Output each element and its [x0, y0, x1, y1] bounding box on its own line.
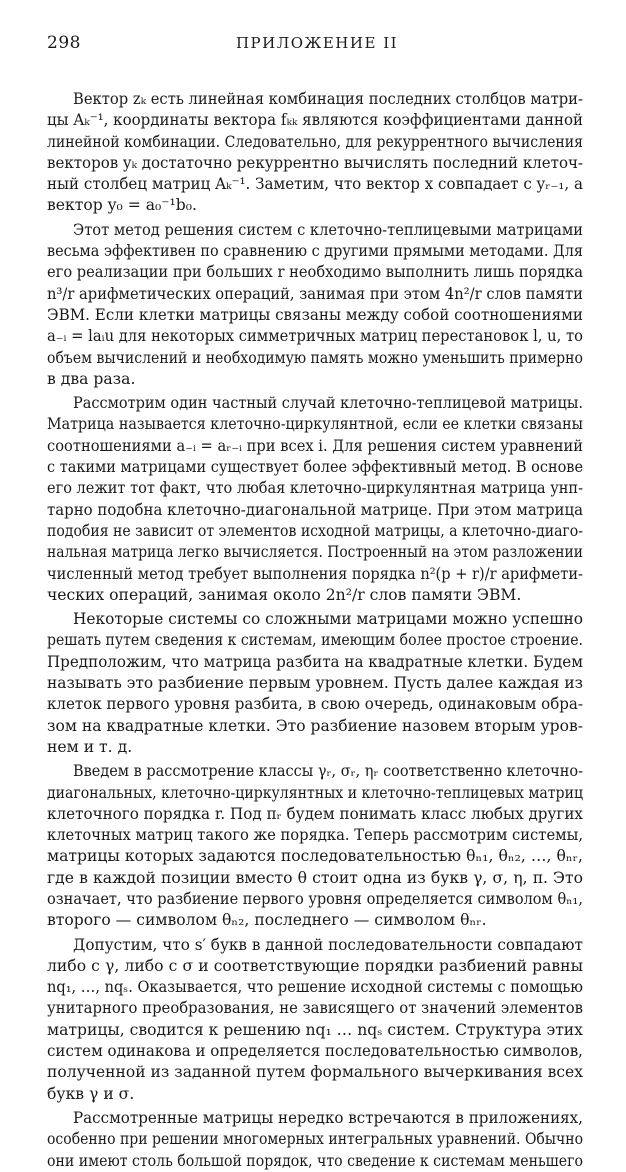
text-line: матрицы которых задаются последовательностью θₙ₁, θₙ₂, …, θₙᵣ,	[47, 847, 583, 866]
text-line: диагональных, клеточно-циркулянтных и клеточно-теплицевых матриц	[47, 783, 583, 802]
text-line: полученной из заданной путем формального вычеркивания всех	[47, 1063, 584, 1082]
text-line: ный столбец матриц Aₖ⁻¹. Заметим, что вектор x совпадает с yᵣ₋₁, а	[47, 175, 584, 194]
text-line: решать путем сведения к системам, имеющим более простое строение.	[47, 631, 583, 650]
text-line: весьма эффективен по сравнению с другими прямыми методами. Для	[47, 242, 583, 261]
text-line: цы Aₖ⁻¹, координаты вектора fₖₖ являются коэффициентами данной	[47, 111, 584, 130]
text-line: либо с γ, либо с σ и соответствующие порядки разбиений равны	[47, 956, 583, 975]
text-line: его лежит тот факт, что любая клеточно-циркулянтная матрица унп-	[47, 479, 584, 498]
paragraph	[47, 89, 583, 217]
text-line: клеточных матриц такого же порядка. Теперь рассмотрим системы,	[47, 826, 584, 845]
page-number: 298	[47, 33, 81, 53]
text-line: Вектор zₖ есть линейная комбинация последних столбцов матри-	[73, 90, 583, 108]
text-line: нем и т. д.	[47, 737, 133, 756]
text-line: Введем в рассмотрение классы γᵣ, σᵣ, ηᵣ соответственно клеточно-	[73, 762, 583, 781]
text-line: в два раза.	[47, 369, 136, 388]
page-header	[47, 33, 587, 57]
running-title: ПРИЛОЖЕНИЕ II	[235, 34, 399, 52]
text-line: унитарного преобразования, не зависящего от значений элементов	[47, 999, 583, 1018]
text-line: ческих операций, занимая около 2n²/r слов памяти ЭВМ.	[47, 585, 522, 604]
text-line: Этот метод решения систем с клеточно-теплицевыми матрицами	[73, 220, 584, 239]
text-line: матрицы, сводится к решению nq₁ … nqₛ систем. Структура этих	[47, 1020, 583, 1039]
text-line: ЭВМ. Если клетки матрицы связаны между собой соотношениями	[47, 305, 584, 324]
text-line: клеточного порядка r. Под πᵣ будем понимать класс любых других	[47, 804, 583, 823]
text-line: зом на квадратные клетки. Это разбиение назовем вторым уров-	[47, 716, 583, 735]
text-line: систем одинакова и определяется последовательностью символов,	[47, 1042, 583, 1061]
text-line: численный метод требует выполнения порядка n²(p + r)/r арифмети-	[47, 564, 583, 583]
text-line: его реализации при больших r необходимо выполнить лишь порядка	[47, 263, 583, 282]
paragraph	[47, 609, 583, 758]
paragraph	[47, 761, 583, 931]
text-line: Допустим, что s′ букв в данной последовательности совпадают	[73, 935, 583, 954]
text-line: подобия не зависит от элементов исходной матрицы, а клеточно-диаго-	[47, 521, 583, 540]
paragraph	[47, 1108, 583, 1172]
body-text	[47, 89, 583, 1172]
text-line: Рассмотренные матрицы нередко встречаются в приложениях,	[73, 1108, 583, 1127]
text-line: особенно при решении многомерных интегральных уравнений. Обычно	[47, 1130, 584, 1149]
text-line: где в каждой позиции вместо θ стоит одна из букв γ, σ, η, π. Это	[47, 868, 583, 887]
text-line: с такими матрицами существует более эффективный метод. В основе	[47, 458, 584, 477]
text-line: Некоторые системы со сложными матрицами можно успешно	[73, 610, 584, 629]
text-line: вектор y₀ = a₀⁻¹b₀.	[47, 196, 197, 215]
paragraph	[47, 393, 583, 606]
text-line: Рассмотрим один частный случай клеточно-теплицевой матрицы.	[73, 394, 583, 413]
text-line: тарно подобна клеточно-диагональной матрице. При этом матрица	[47, 500, 583, 519]
paragraph	[47, 220, 583, 390]
text-line: букв γ и σ.	[47, 1084, 135, 1103]
text-line: нальная матрица легко вычисляется. Построенный на этом разложении	[47, 543, 584, 562]
text-line: называть это разбиение первым уровнем. Пусть далее каждая из	[47, 674, 583, 693]
text-line: a₋ᵢ = laᵢu для некоторых симметричных матриц перестановок l, u, то	[47, 327, 583, 346]
text-line: клеток первого уровня разбита, в свою очередь, одинаковым обра-	[47, 695, 583, 714]
text-line: объем вычислений и необходимую память можно уменьшить примерно	[47, 348, 583, 367]
text-line: векторов yₖ достаточно рекуррентно вычислять последний клеточ-	[47, 153, 584, 172]
text-line: Предположим, что матрица разбита на квадратные клетки. Будем	[47, 652, 584, 671]
text-line: они имеют столь большой порядок, что сведение к системам меньшего	[47, 1151, 583, 1170]
text-line: соотношениями a₋ᵢ = aᵣ₋ᵢ при всех i. Для решения систем уравнений	[47, 436, 584, 455]
paragraph	[47, 935, 583, 1105]
text-line: второго — символом θₙ₂, последнего — символом θₙᵣ.	[47, 911, 487, 930]
text-line: nq₁, …, nqₛ. Оказывается, что решение исходной системы с помощью	[47, 978, 583, 997]
text-line: n³/r арифметических операций, занимая при этом 4n²/r слов памяти	[47, 284, 583, 303]
text-line: Матрица называется клеточно-циркулянтной, если ее клетки связаны	[47, 415, 584, 434]
text-line: линейной комбинации. Следовательно, для рекуррентного вычисления	[47, 132, 584, 151]
text-line: означает, что разбиение первого уровня определяется символом θₙ₁,	[47, 889, 583, 908]
